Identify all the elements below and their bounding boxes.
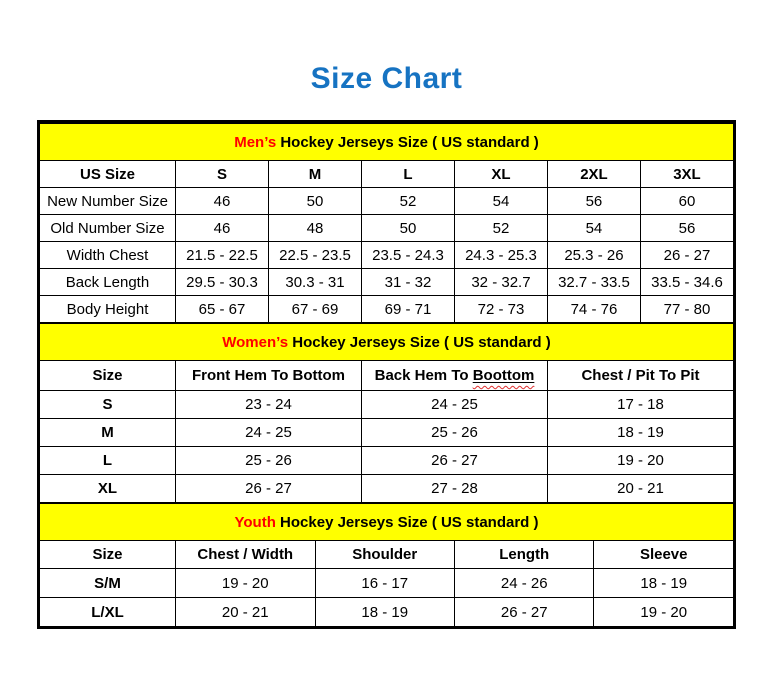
womens-size-table bbox=[39, 323, 734, 503]
column-header: US Size bbox=[40, 161, 176, 188]
row-label: XL bbox=[40, 475, 176, 503]
table-cell: 22.5 - 23.5 bbox=[269, 242, 362, 269]
row-label: Back Length bbox=[40, 269, 176, 296]
column-header-row bbox=[40, 541, 734, 569]
section-band-title: Hockey Jerseys Size ( US standard ) bbox=[276, 133, 539, 151]
table-cell: 24.3 - 25.3 bbox=[454, 242, 547, 269]
table-cell: 31 - 32 bbox=[361, 269, 454, 296]
table-cell: 19 - 20 bbox=[176, 569, 315, 598]
table-cell: 20 - 21 bbox=[547, 475, 733, 503]
column-header: Chest / Width bbox=[176, 541, 315, 569]
table-cell: 25.3 - 26 bbox=[547, 242, 640, 269]
table-cell: 74 - 76 bbox=[547, 296, 640, 323]
column-header: Size bbox=[40, 541, 176, 569]
column-header-row bbox=[40, 361, 734, 391]
section-band bbox=[40, 124, 734, 161]
table-cell: 26 - 27 bbox=[176, 475, 362, 503]
table-cell: 25 - 26 bbox=[362, 419, 548, 447]
table-cell: 19 - 20 bbox=[594, 598, 734, 627]
column-header: Sleeve bbox=[594, 541, 734, 569]
table-cell: 32.7 - 33.5 bbox=[547, 269, 640, 296]
table-cell: 77 - 80 bbox=[640, 296, 733, 323]
table-cell: 18 - 19 bbox=[594, 569, 734, 598]
table-cell: 21.5 - 22.5 bbox=[176, 242, 269, 269]
table-cell: 24 - 25 bbox=[362, 391, 548, 419]
table-cell: 52 bbox=[454, 215, 547, 242]
section-band-title: Hockey Jerseys Size ( US standard ) bbox=[275, 513, 539, 531]
table-cell: 56 bbox=[640, 215, 733, 242]
table-cell: 29.5 - 30.3 bbox=[176, 269, 269, 296]
table-cell: 26 - 27 bbox=[640, 242, 733, 269]
column-header-row bbox=[40, 161, 734, 188]
section-band-row bbox=[40, 504, 734, 541]
table-cell: 48 bbox=[269, 215, 362, 242]
section-band-row bbox=[40, 324, 734, 361]
row-label: New Number Size bbox=[40, 188, 176, 215]
column-header: M bbox=[269, 161, 362, 188]
table-cell: 26 - 27 bbox=[362, 447, 548, 475]
table-cell: 18 - 19 bbox=[315, 598, 454, 627]
table-row bbox=[40, 419, 734, 447]
column-header: Size bbox=[40, 361, 176, 391]
row-label: Body Height bbox=[40, 296, 176, 323]
table-row bbox=[40, 242, 734, 269]
column-header: Front Hem To Bottom bbox=[176, 361, 362, 391]
table-row bbox=[40, 391, 734, 419]
table-row bbox=[40, 598, 734, 627]
table-cell: 65 - 67 bbox=[176, 296, 269, 323]
table-row bbox=[40, 188, 734, 215]
row-label: S/M bbox=[40, 569, 176, 598]
column-header: 2XL bbox=[547, 161, 640, 188]
table-cell: 46 bbox=[176, 188, 269, 215]
table-row bbox=[40, 447, 734, 475]
table-cell: 54 bbox=[547, 215, 640, 242]
section-band-title: Hockey Jerseys Size ( US standard ) bbox=[288, 333, 551, 351]
mens-size-table bbox=[39, 123, 734, 323]
table-cell: 20 - 21 bbox=[176, 598, 315, 627]
table-cell: 72 - 73 bbox=[454, 296, 547, 323]
section-band bbox=[40, 504, 734, 541]
row-label: S bbox=[40, 391, 176, 419]
table-cell: 32 - 32.7 bbox=[454, 269, 547, 296]
row-label: L bbox=[40, 447, 176, 475]
section-band bbox=[40, 324, 734, 361]
column-header: L bbox=[361, 161, 454, 188]
table-cell: 16 - 17 bbox=[315, 569, 454, 598]
table-cell: 52 bbox=[361, 188, 454, 215]
table-cell: 50 bbox=[269, 188, 362, 215]
row-label: Width Chest bbox=[40, 242, 176, 269]
table-row bbox=[40, 269, 734, 296]
section-band-accent: Men’s bbox=[234, 133, 277, 151]
size-chart-frame bbox=[37, 120, 736, 629]
misspelled-word: Boottom bbox=[472, 367, 535, 384]
table-row bbox=[40, 296, 734, 323]
table-cell: 24 - 25 bbox=[176, 419, 362, 447]
column-header: Chest / Pit To Pit bbox=[547, 361, 733, 391]
table-cell: 17 - 18 bbox=[547, 391, 733, 419]
table-cell: 69 - 71 bbox=[361, 296, 454, 323]
table-cell: 46 bbox=[176, 215, 269, 242]
table-cell: 24 - 26 bbox=[454, 569, 593, 598]
table-cell: 56 bbox=[547, 188, 640, 215]
page-title: Size Chart bbox=[310, 62, 463, 95]
row-label: L/XL bbox=[40, 598, 176, 627]
table-cell: 26 - 27 bbox=[454, 598, 593, 627]
column-header: XL bbox=[454, 161, 547, 188]
column-header: Length bbox=[454, 541, 593, 569]
table-cell: 33.5 - 34.6 bbox=[640, 269, 733, 296]
column-header: 3XL bbox=[640, 161, 733, 188]
table-cell: 27 - 28 bbox=[362, 475, 548, 503]
row-label: M bbox=[40, 419, 176, 447]
row-label: Old Number Size bbox=[40, 215, 176, 242]
column-header: S bbox=[176, 161, 269, 188]
table-cell: 67 - 69 bbox=[269, 296, 362, 323]
section-band-row bbox=[40, 124, 734, 161]
table-cell: 23.5 - 24.3 bbox=[361, 242, 454, 269]
table-cell: 50 bbox=[361, 215, 454, 242]
table-row bbox=[40, 215, 734, 242]
table-cell: 25 - 26 bbox=[176, 447, 362, 475]
youth-size-table bbox=[39, 503, 734, 627]
table-cell: 60 bbox=[640, 188, 733, 215]
table-cell: 18 - 19 bbox=[547, 419, 733, 447]
table-cell: 54 bbox=[454, 188, 547, 215]
column-header: Back Hem To Boottom bbox=[362, 361, 548, 391]
column-header: Shoulder bbox=[315, 541, 454, 569]
table-row bbox=[40, 475, 734, 503]
table-cell: 23 - 24 bbox=[176, 391, 362, 419]
section-band-accent: Women’s bbox=[222, 333, 289, 351]
section-band-accent: Youth bbox=[234, 513, 276, 531]
table-row bbox=[40, 569, 734, 598]
table-cell: 30.3 - 31 bbox=[269, 269, 362, 296]
table-cell: 19 - 20 bbox=[547, 447, 733, 475]
